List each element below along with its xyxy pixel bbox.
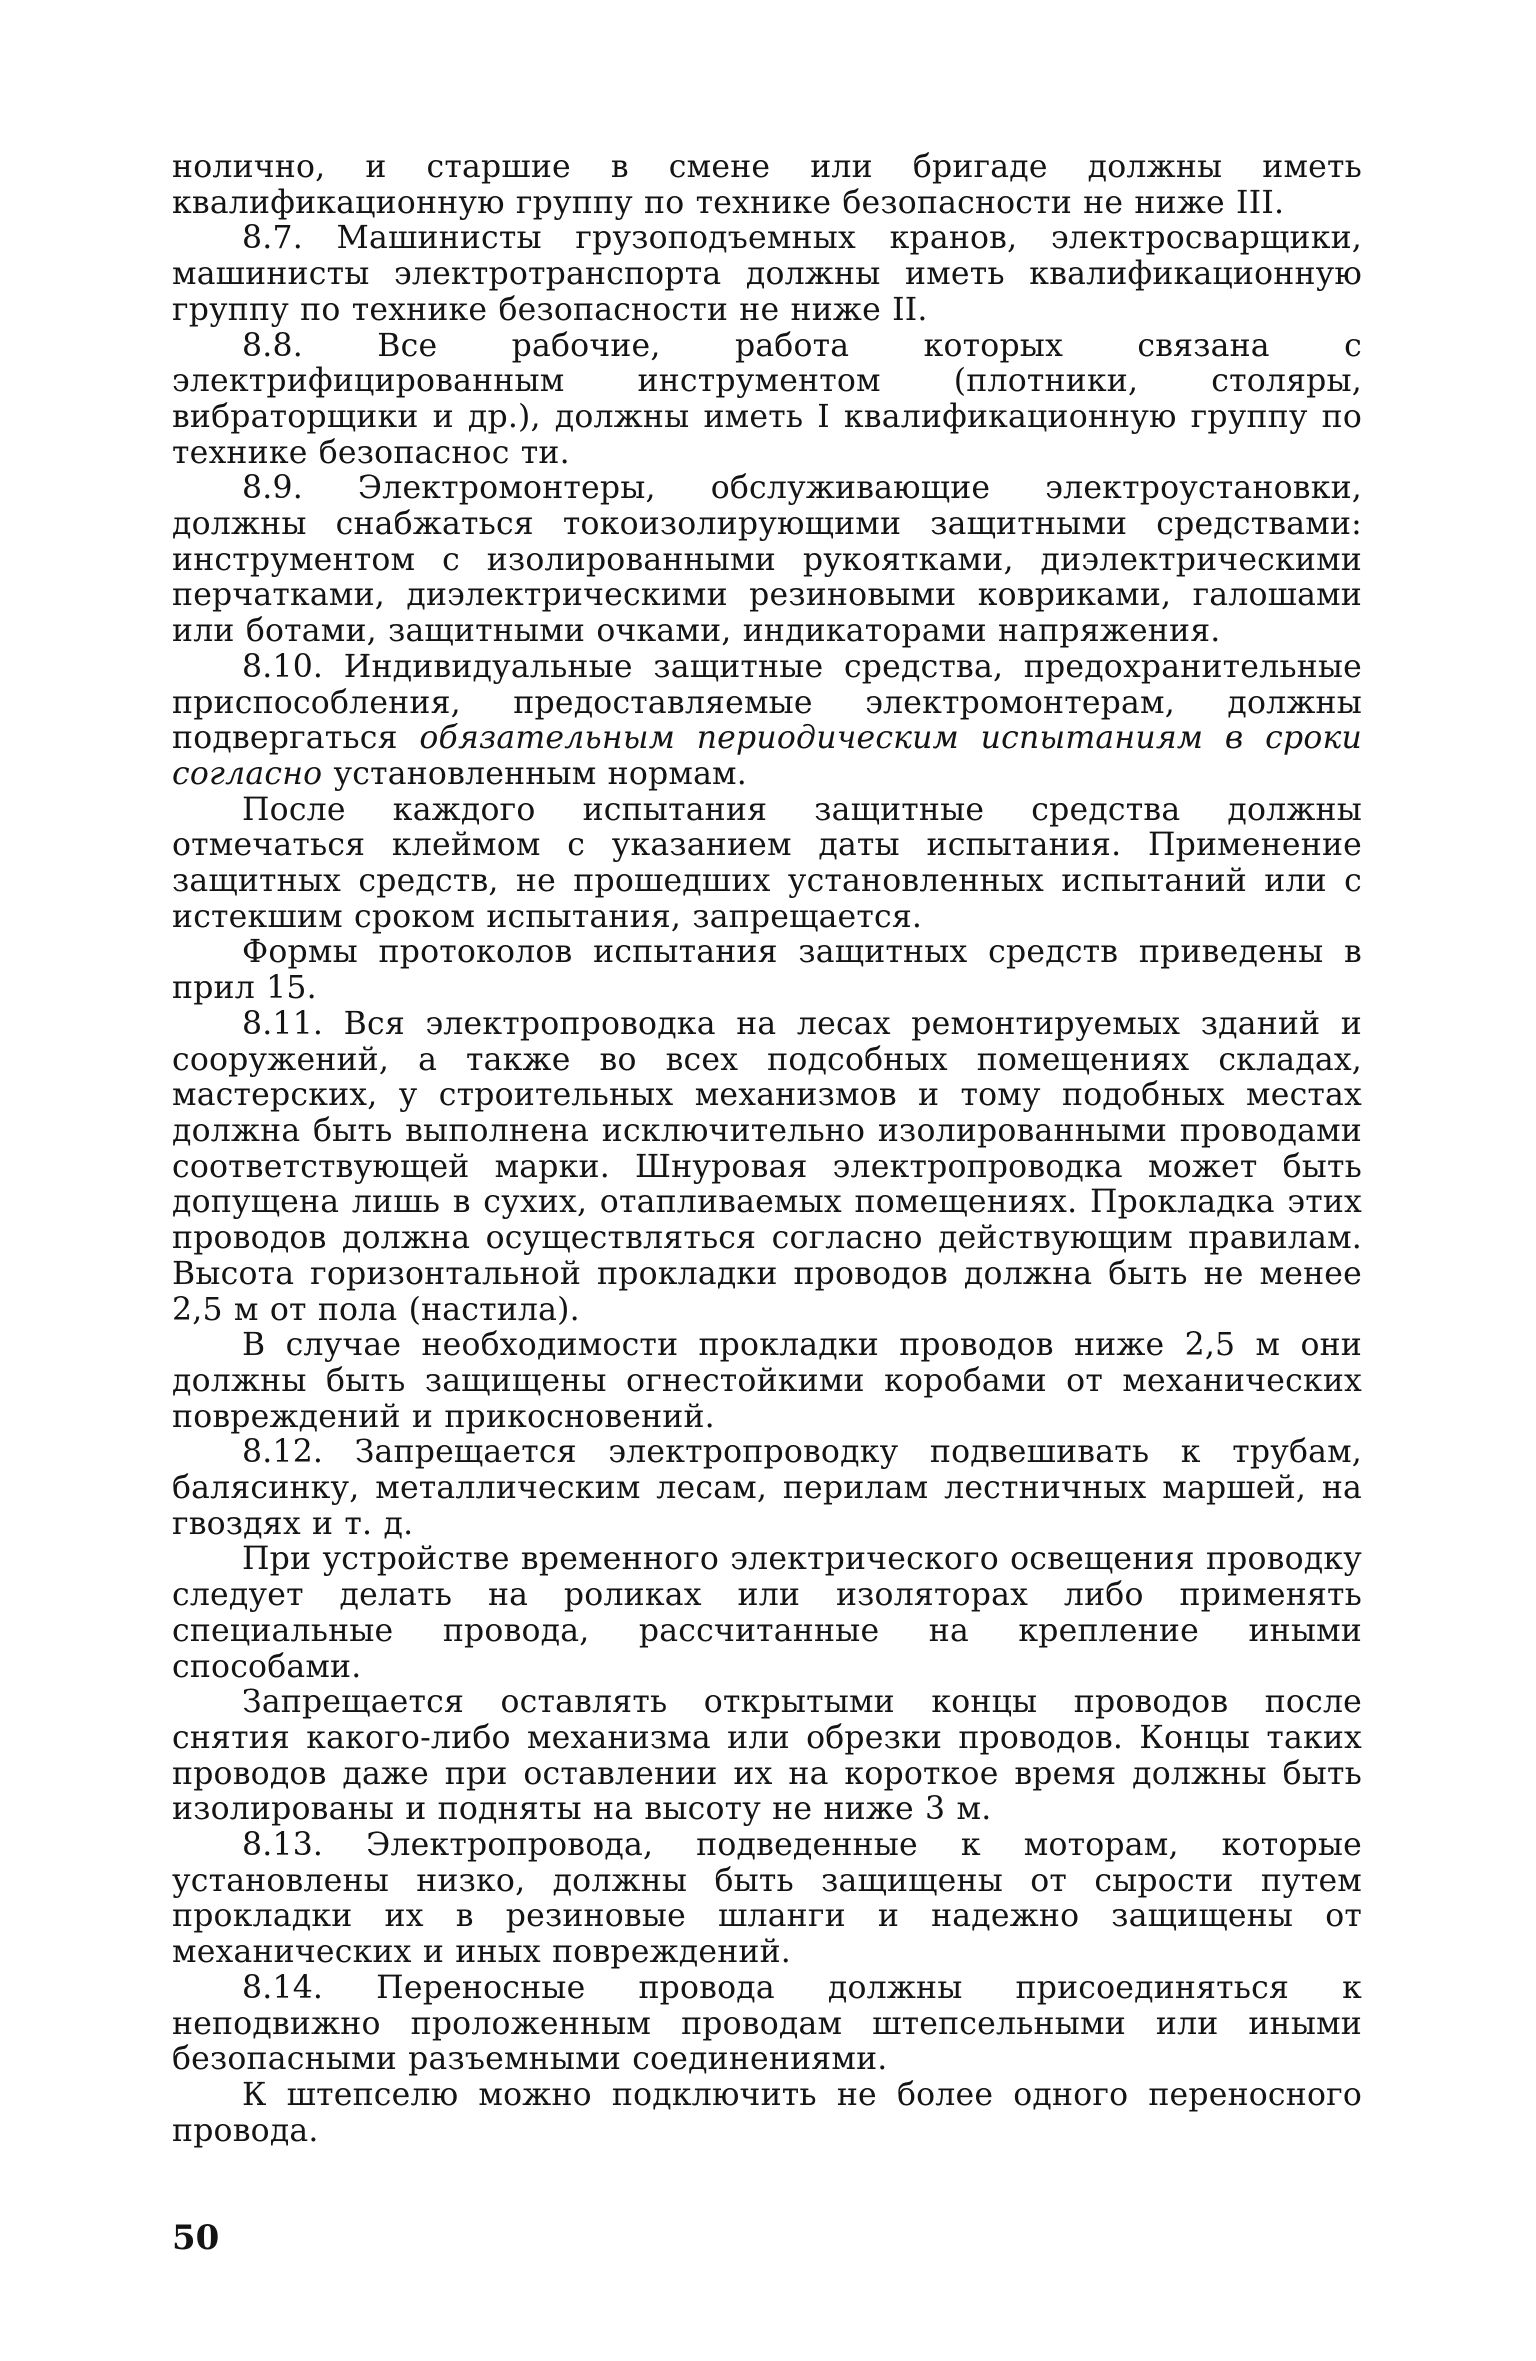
paragraph-8-10-start: 8.10. Индивидуальные защитные средства, предохранительные приспособления, предоставляемые электромонтерам, должны подвергаться: [172, 648, 1362, 757]
paragraph-protocol-forms: Формы протоколов испытания защитных средств приведены в прил 15.: [172, 934, 1362, 1007]
paragraph-8-9: 8.9. Электромонтеры, обслуживающие электроустановки, должны снабжаться токоизолирующими защитными средствами: инструментом с изолированными рукоятками, диэлектрическими перчатками, диэлектрическими резиновыми ковриками, галошами или ботами, защитными очками, индикаторами напряжения.: [172, 470, 1362, 650]
paragraph-8-14: 8.14. Переносные провода должны присоединяться к неподвижно проложенным проводам штепсельными или иными безопасными разъемными соединениями.: [172, 1969, 1362, 2078]
paragraph-8-11: 8.11. Вся электропроводка на лесах ремонтируемых зданий и сооружений, а также во всех подсобных помещениях складах, мастерских, у строительных механизмов и тому подобных местах должна быть выполнена исключительно изолированными проводами соответствующей марки. Шнуровая электропроводка может быть допущена лишь в сухих, отапливаемых помещениях. Прокладка этих проводов должна осуществляться согласно действующим правилам. Высота горизонтальной прокладки проводов должна быть не менее 2,5 м от пола (настила).: [172, 1005, 1362, 1328]
paragraph-plug-rule: К штепселю можно подключить не более одного переносного провода.: [172, 2076, 1362, 2149]
paragraph-low-wiring: В случае необходимости прокладки проводов ниже 2,5 м они должны быть защищены огнестойкими коробами от механических повреждений и прикосновений.: [172, 1327, 1362, 1435]
paragraph-8-7: 8.7. Машинисты грузоподъемных кранов, электросварщики, машинисты электротранспорта должны иметь квалификационную группу по технике безопасности не ниже II.: [172, 220, 1362, 328]
paragraph-8-8: 8.8. Все рабочие, работа которых связана с электрифицированным инструментом (плотники, столяры, вибраторщики и др.), должны иметь I квалификационную группу по технике безопаснос ти.: [172, 327, 1362, 471]
paragraph-marking: После каждого испытания защитные средства должны отмечаться клеймом с указанием даты испытания. Применение защитных средств, не прошедших установленных испытаний или с истекшим сроком испытания, запрещается.: [172, 791, 1362, 935]
paragraph-open-wire-ends: Запрещается оставлять открытыми концы проводов после снятия какого-либо механизма или обрезки проводов. Концы таких проводов даже при оставлении их на короткое время должны быть изолированы и подняты на высоту не ниже 3 м.: [172, 1684, 1362, 1828]
paragraph-8-13: 8.13. Электропровода, подведенные к моторам, которые установлены низко, должны быть защищены от сырости путем прокладки их в резиновые шланги и надежно защищены от механических и иных повреждений.: [172, 1827, 1362, 1971]
paragraph-temporary-lighting: При устройстве временного электрического освещения проводку следует делать на роликах или изоляторах либо применять специальные провода, рассчитанные на крепление иными способами.: [172, 1541, 1362, 1685]
paragraph-8-10-italic: обязательным периодическим испытаниям в сроки согласно: [172, 720, 1362, 792]
paragraph-8-10-end: установленным нормам.: [322, 755, 747, 792]
paragraph-8-12: 8.12. Запрещается электропроводку подвешивать к трубам, балясинку, металлическим лесам, перилам лестничных маршей, на гвоздях и т. д.: [172, 1434, 1362, 1542]
paragraph-continuation: нолично, и старшие в смене или бригаде должны иметь квалификационную группу по технике безопасности не ниже III.: [172, 149, 1362, 221]
paragraph-8-10: [172, 650, 1362, 793]
page-number: 50: [172, 2218, 220, 2258]
document-body: [172, 150, 1362, 2149]
